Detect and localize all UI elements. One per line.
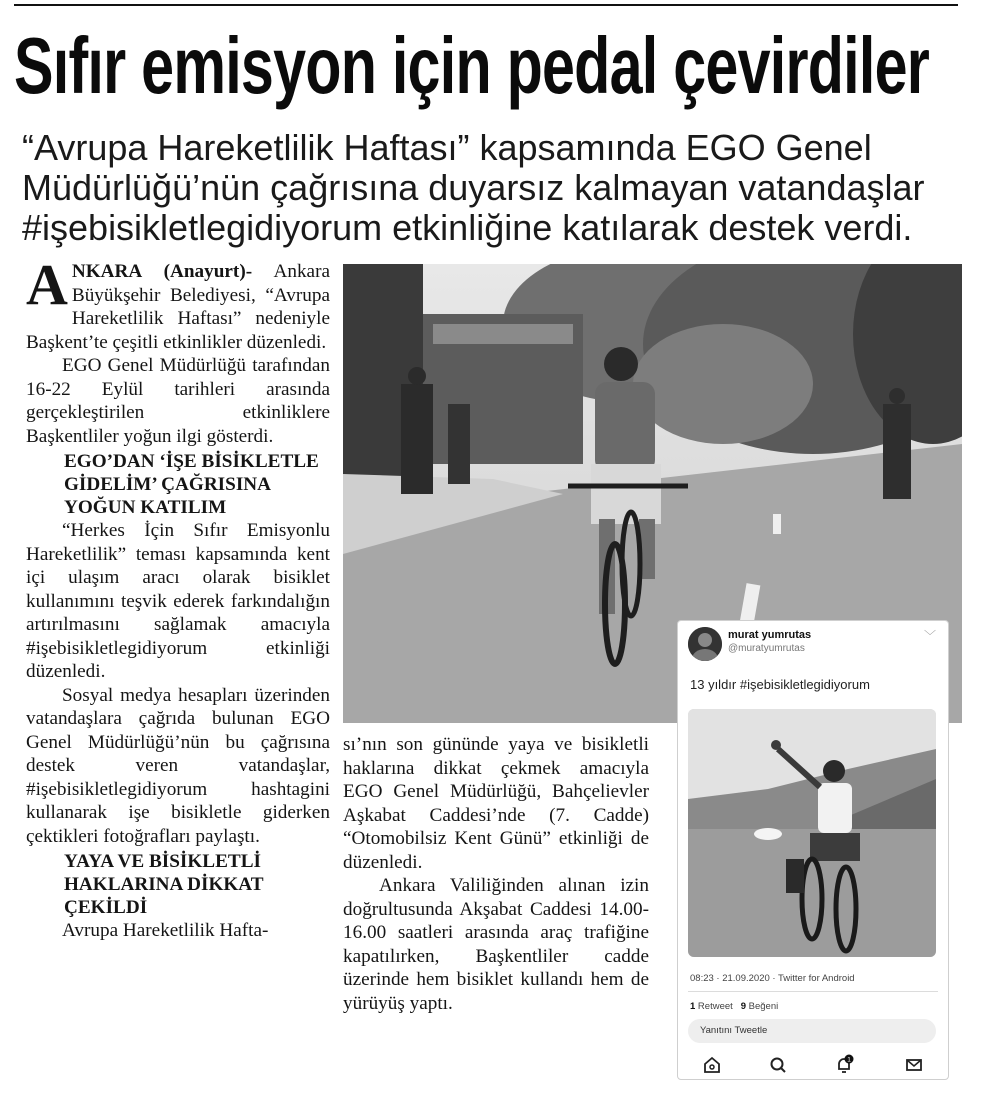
tweet-text: 13 yıldır #işebisikletlegidiyorum <box>690 677 870 692</box>
messages-icon[interactable] <box>902 1053 926 1077</box>
paragraph-4: Sosyal medya hesapları üzerinden vatandaşlara çağrıda bulunan EGO Genel Müdürlüğü’nün bu çağrısına destek veren vatandaşlar, #işebisikletlegidiyorum hashtagini kullanarak işe bisikletle giderken çektikleri fotoğrafları paylaştı. <box>26 684 330 847</box>
chevron-down-icon[interactable]: ﹀ <box>923 629 936 643</box>
tweet-author-handle[interactable]: @muratyumrutas <box>728 643 805 654</box>
search-icon[interactable] <box>766 1053 790 1077</box>
notification-badge: 1 <box>847 1056 851 1064</box>
tweet-photo[interactable] <box>688 709 936 957</box>
subtitle-1: EGO’DAN ‘İŞE BİSİKLETLE GİDELİM’ ÇAĞRISINA YOĞUN KATILIM <box>64 451 319 518</box>
dateline: NKARA (Anayurt)- <box>71 261 253 282</box>
home-icon-glyph <box>700 1053 724 1077</box>
paragraph-3: “Herkes İçin Sıfır Emisyonlu Hareketlilik” teması kapsamında kent içi ulaşım aracı olarak bisiklet kullanımını teşvik ederek farkındalığın artırılmasını sağlamak amacıyla #işebisikletlegidiyorum etkinliği düzenledi. <box>26 520 330 682</box>
article-column-left <box>26 252 330 943</box>
divider <box>688 991 938 992</box>
drop-cap: A <box>26 252 68 317</box>
lead-text: Ankara Büyükşehir Belediyesi, “Avrupa Hareketlilik Haftası” nedeniyle Başkent’te çeşitli etkinlikler düzenledi. <box>26 261 330 353</box>
paragraph-6: Ankara Valiliğinden alınan izin doğrultusunda Akşabat Caddesi 14.00-16.00 saatleri arasında araç trafiğine kapatılırken, Başkentliler cadde üzerinde hem bisiklet kullandı hem de yürüyüş yaptı. <box>343 875 649 1014</box>
home-icon[interactable] <box>700 1053 724 1077</box>
top-rule <box>14 4 958 6</box>
paragraph-2: EGO Genel Müdürlüğü tarafından 16-22 Eylül tarihleri arasında gerçekleştirilen etkinliklere Başkentliler yoğun ilgi gösterdi. <box>26 355 330 447</box>
notifications-icon[interactable] <box>832 1053 856 1077</box>
retweet-label[interactable]: Retweet <box>695 1001 741 1012</box>
paragraph-5-continued: sı’nın son gününde yaya ve bisikletli haklarına dikkat çekmek amacıyla EGO Genel Müdürlüğü, Bahçelievler Aşkabat Caddesi’nde (7. Cadde) “Otomobilsiz Kent Günü” etkinliği de düzenledi. <box>343 734 649 873</box>
avatar-image <box>688 627 722 661</box>
article-column-middle <box>343 733 649 1015</box>
paragraph-5-start: Avrupa Hareketlilik Hafta- <box>62 920 269 941</box>
bottom-nav <box>678 1053 948 1077</box>
reply-input[interactable]: Yanıtını Tweetle <box>688 1019 936 1043</box>
headline: Sıfır emisyon için pedal çevirdiler <box>14 21 930 110</box>
retweet-count: 1 <box>690 1001 696 1012</box>
tweet-embed <box>677 620 949 1080</box>
like-label[interactable]: Beğeni <box>746 1001 779 1012</box>
paragraph-lead <box>26 252 330 354</box>
subtitle-2: YAYA VE BİSİKLETLİ HAKLARINA DİKKAT ÇEKİLDİ <box>64 851 264 918</box>
tweet-timestamp: 08:23 · 21.09.2020 · Twitter for Android <box>690 973 855 984</box>
like-count: 9 <box>740 1001 747 1012</box>
search-icon-glyph <box>766 1053 790 1077</box>
envelope-icon <box>902 1053 926 1077</box>
tweet-author-name[interactable]: murat yumrutas <box>728 629 812 641</box>
subheadline: “Avrupa Hareketlilik Haftası” kapsamında EGO Genel Müdürlüğü’nün çağrısına duyarsız kalmayan vatandaşlar #işebisikletlegidiyorum etkinliğine katılarak destek verdi. <box>22 127 925 248</box>
tweet-engagement <box>690 1001 778 1012</box>
bell-icon <box>832 1053 856 1077</box>
tweet-photo-illustration <box>688 709 936 957</box>
avatar[interactable] <box>688 627 722 661</box>
